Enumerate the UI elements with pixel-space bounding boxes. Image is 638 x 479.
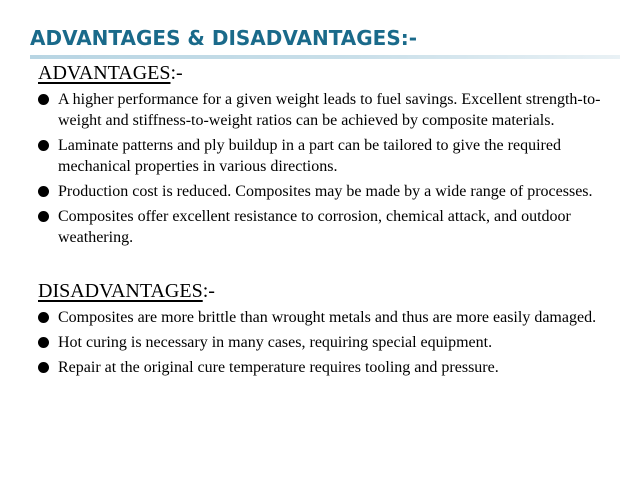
disadvantages-list-item <box>38 332 623 353</box>
slide-content <box>38 61 623 382</box>
section-spacer <box>38 252 623 279</box>
advantages-list-item <box>38 181 623 202</box>
disadvantages-list-item <box>38 307 623 328</box>
bullet-icon <box>38 312 49 323</box>
bullet-icon <box>38 362 49 373</box>
advantages-list-item <box>38 206 623 248</box>
advantages-heading <box>38 61 623 85</box>
disadvantages-heading <box>38 279 623 303</box>
bullet-icon <box>38 211 49 222</box>
advantages-heading-suffix: :- <box>170 62 183 84</box>
advantages-heading-text: ADVANTAGES <box>38 62 171 84</box>
slide-title: ADVANTAGES & DISADVANTAGES:- <box>30 26 418 50</box>
disadvantages-item-text: Composites are more brittle than wrought metals and thus are more easily damaged. <box>58 309 597 326</box>
advantages-list <box>38 89 623 248</box>
disadvantages-item-text: Hot curing is necessary in many cases, requiring special equipment. <box>58 334 493 351</box>
disadvantages-list-item <box>38 357 623 378</box>
disadvantages-list <box>38 307 623 378</box>
bullet-icon <box>38 337 49 348</box>
advantages-list-item <box>38 135 623 177</box>
advantages-item-text: A higher performance for a given weight leads to fuel savings. Excellent strength-to-weight and stiffness-to-weight ratios can be achieved by composite materials. <box>58 91 601 129</box>
bullet-icon <box>38 186 49 197</box>
advantages-item-text: Composites offer excellent resistance to corrosion, chemical attack, and outdoor weathering. <box>58 208 571 246</box>
title-area <box>30 24 620 52</box>
disadvantages-item-text: Repair at the original cure temperature requires tooling and pressure. <box>58 359 499 376</box>
bullet-icon <box>38 140 49 151</box>
disadvantages-heading-text: DISADVANTAGES <box>38 280 203 302</box>
disadvantages-heading-suffix: :- <box>202 280 215 302</box>
bullet-icon <box>38 94 49 105</box>
advantages-list-item <box>38 89 623 131</box>
advantages-item-text: Laminate patterns and ply buildup in a part can be tailored to give the required mechanical properties in various directions. <box>58 137 561 175</box>
advantages-item-text: Production cost is reduced. Composites may be made by a wide range of processes. <box>58 183 593 200</box>
title-underline-rule <box>30 55 620 59</box>
